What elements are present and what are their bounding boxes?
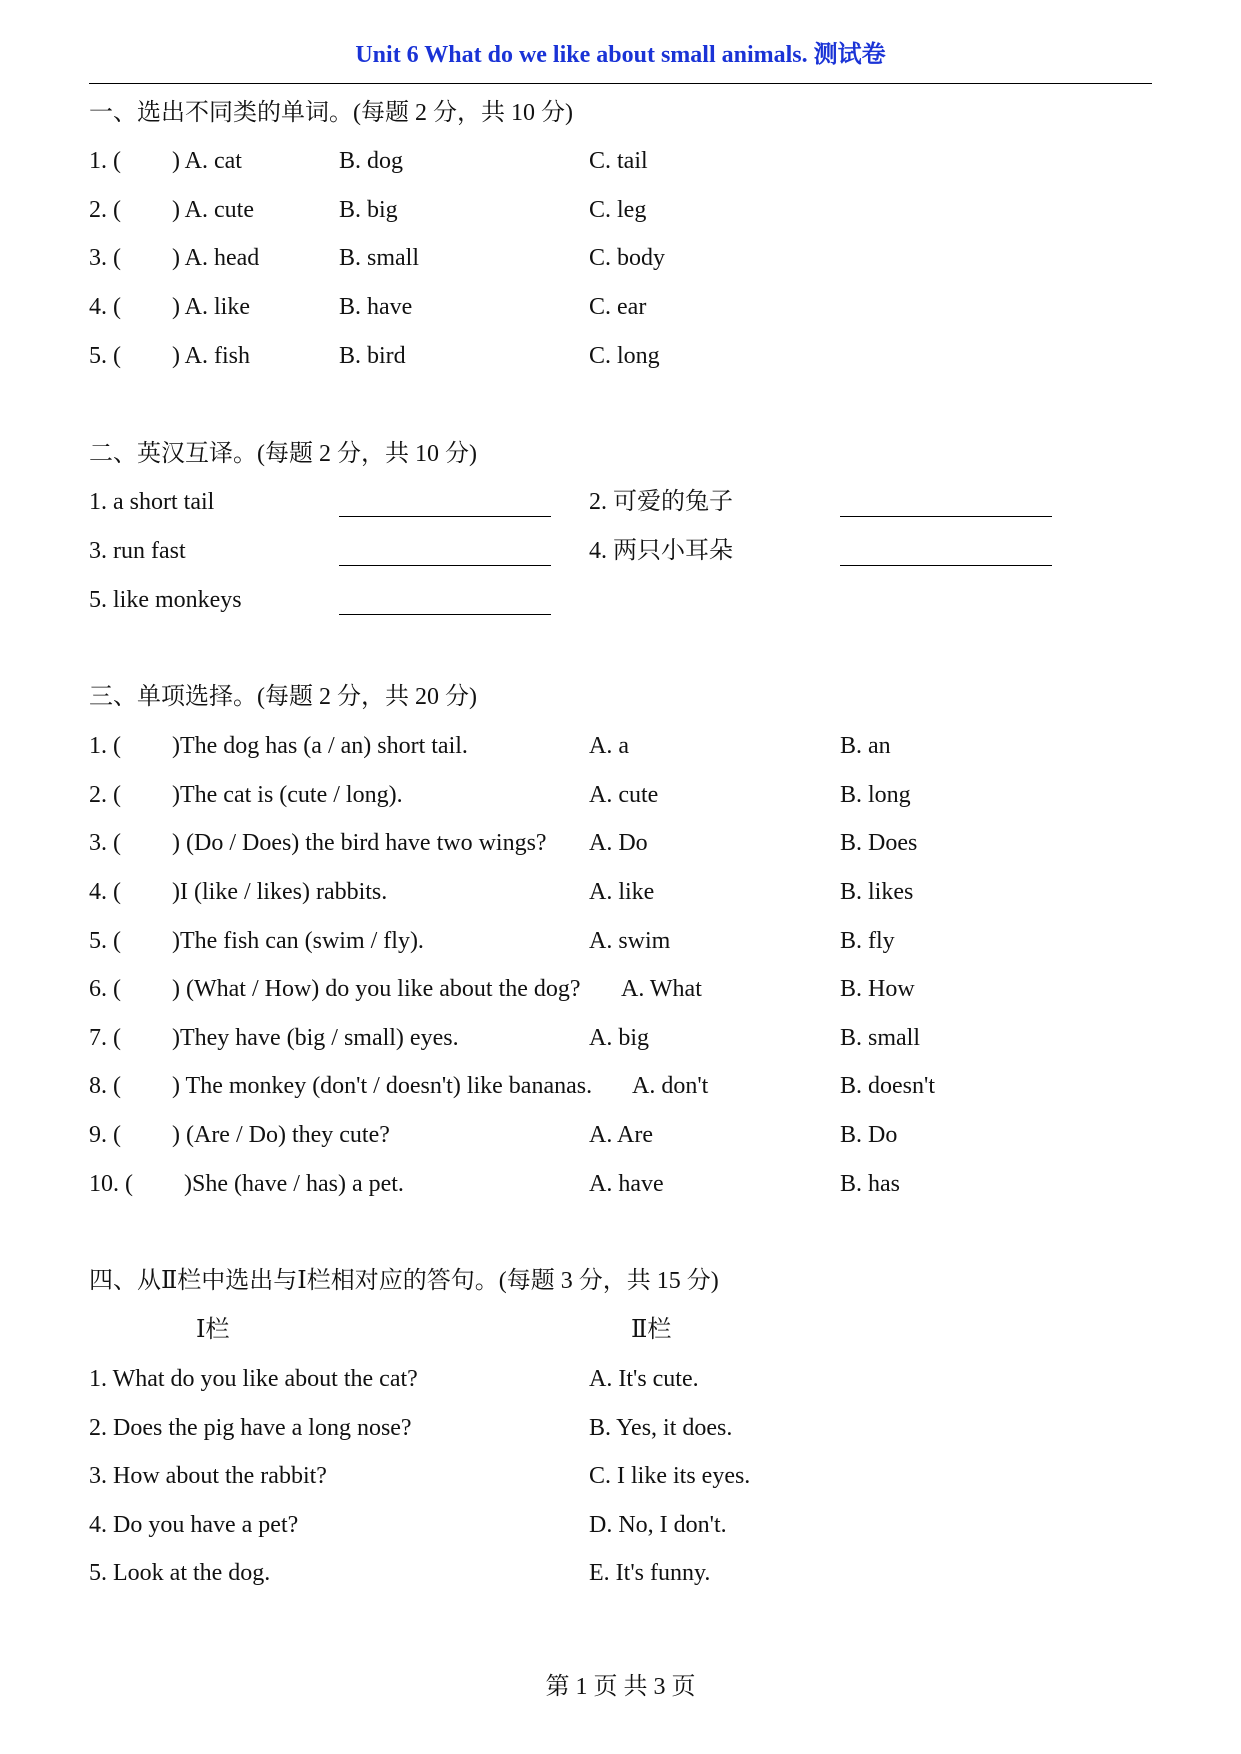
s3-q7-question: )They have (big / small) eyes. [172, 1025, 459, 1051]
s4-question-4: 4. Do you have a pet? [89, 1512, 299, 1538]
s4-answer-d: D. No, I don't. [589, 1512, 727, 1538]
s4-question-1: 1. What do you like about the cat? [89, 1366, 418, 1392]
s3-q2-question: )The cat is (cute / long). [172, 782, 403, 808]
s3-q4-number: 4. ( [89, 879, 121, 905]
s3-q2-option-a: A. cute [589, 782, 659, 808]
s3-q5-option-a: A. swim [589, 928, 671, 954]
s2-answer-blank-3[interactable] [339, 565, 551, 566]
s3-q9-option-b: B. Do [840, 1122, 898, 1148]
s3-q9-question: ) (Are / Do) they cute? [172, 1122, 390, 1148]
s4-answer-e: E. It's funny. [589, 1560, 711, 1586]
s4-question-2: 2. Does the pig have a long nose? [89, 1415, 412, 1441]
section-1-heading: 一、选出不同类的单词。(每题 2 分，共 10 分) [89, 100, 573, 126]
column-1-header: Ⅰ栏 [196, 1317, 230, 1343]
s1-q5-option-c: C. long [589, 343, 660, 369]
s3-q2-number: 2. ( [89, 782, 121, 808]
s1-q2-option-a: ) A. cute [172, 197, 254, 223]
s1-q4-option-a: ) A. like [172, 294, 250, 320]
s1-q5-option-a: ) A. fish [172, 343, 250, 369]
s3-q10-question: )She (have / has) a pet. [184, 1171, 404, 1197]
s1-q1-option-c: C. tail [589, 148, 648, 174]
s3-q4-option-b: B. likes [840, 879, 914, 905]
s3-q4-option-a: A. like [589, 879, 655, 905]
s1-q2-option-b: B. big [339, 197, 398, 223]
s1-q2-option-c: C. leg [589, 197, 647, 223]
s2-answer-blank-5[interactable] [339, 614, 551, 615]
s1-q5-number: 5. ( [89, 343, 121, 369]
s3-q10-number: 10. ( [89, 1171, 133, 1197]
s3-q8-number: 8. ( [89, 1073, 121, 1099]
s4-question-3: 3. How about the rabbit? [89, 1463, 327, 1489]
s1-q3-option-a: ) A. head [172, 245, 260, 271]
s3-q3-question: ) (Do / Does) the bird have two wings? [172, 830, 547, 856]
s3-q6-option-a: A. What [621, 976, 702, 1002]
page-number-footer: 第 1 页 共 3 页 [545, 1674, 696, 1700]
s1-q5-option-b: B. bird [339, 343, 406, 369]
s1-q4-number: 4. ( [89, 294, 121, 320]
section-4-heading: 四、从Ⅱ栏中选出与Ⅰ栏相对应的答句。(每题 3 分，共 15 分) [89, 1268, 719, 1294]
page-title: Unit 6 What do we like about small animals. 测试卷 [355, 42, 886, 68]
column-2-header: Ⅱ栏 [631, 1317, 672, 1343]
s3-q3-number: 3. ( [89, 830, 121, 856]
s4-answer-c: C. I like its eyes. [589, 1463, 751, 1489]
header-divider [89, 83, 1152, 84]
s3-q3-option-a: A. Do [589, 830, 648, 856]
s2-item-1: 1. a short tail [89, 489, 215, 515]
s4-question-5: 5. Look at the dog. [89, 1560, 271, 1586]
section-3-heading: 三、单项选择。(每题 2 分，共 20 分) [89, 684, 477, 710]
s1-q2-number: 2. ( [89, 197, 121, 223]
s1-q3-number: 3. ( [89, 245, 121, 271]
s3-q1-number: 1. ( [89, 733, 121, 759]
s3-q5-number: 5. ( [89, 928, 121, 954]
s4-answer-a: A. It's cute. [589, 1366, 699, 1392]
s3-q6-question: ) (What / How) do you like about the dog? [172, 976, 581, 1002]
s2-answer-blank-1[interactable] [339, 516, 551, 517]
s3-q2-option-b: B. long [840, 782, 911, 808]
s1-q4-option-b: B. have [339, 294, 413, 320]
s4-answer-b: B. Yes, it does. [589, 1415, 733, 1441]
s3-q6-option-b: B. How [840, 976, 915, 1002]
s1-q1-option-a: ) A. cat [172, 148, 242, 174]
s1-q3-option-b: B. small [339, 245, 420, 271]
s3-q3-option-b: B. Does [840, 830, 918, 856]
s2-item-3: 3. run fast [89, 538, 186, 564]
s1-q1-option-b: B. dog [339, 148, 404, 174]
s3-q9-option-a: A. Are [589, 1122, 653, 1148]
s2-answer-blank-2[interactable] [840, 516, 1052, 517]
s2-item-5: 5. like monkeys [89, 587, 242, 613]
s2-item-2: 2. 可爱的兔子 [589, 489, 733, 515]
s2-item-4: 4. 两只小耳朵 [589, 538, 733, 564]
s3-q8-option-a: A. don't [632, 1073, 709, 1099]
s1-q1-number: 1. ( [89, 148, 121, 174]
s3-q7-number: 7. ( [89, 1025, 121, 1051]
s3-q8-question: ) The monkey (don't / doesn't) like bananas. [172, 1073, 593, 1099]
s1-q4-option-c: C. ear [589, 294, 647, 320]
s3-q8-option-b: B. doesn't [840, 1073, 935, 1099]
s3-q5-option-b: B. fly [840, 928, 895, 954]
s3-q1-question: )The dog has (a / an) short tail. [172, 733, 468, 759]
s3-q9-number: 9. ( [89, 1122, 121, 1148]
s3-q10-option-b: B. has [840, 1171, 900, 1197]
s3-q1-option-b: B. an [840, 733, 891, 759]
s3-q7-option-a: A. big [589, 1025, 649, 1051]
s3-q7-option-b: B. small [840, 1025, 921, 1051]
s1-q3-option-c: C. body [589, 245, 666, 271]
s3-q1-option-a: A. a [589, 733, 629, 759]
s3-q6-number: 6. ( [89, 976, 121, 1002]
s2-answer-blank-4[interactable] [840, 565, 1052, 566]
section-2-heading: 二、英汉互译。(每题 2 分，共 10 分) [89, 441, 477, 467]
s3-q10-option-a: A. have [589, 1171, 664, 1197]
s3-q5-question: )The fish can (swim / fly). [172, 928, 424, 954]
s3-q4-question: )I (like / likes) rabbits. [172, 879, 388, 905]
